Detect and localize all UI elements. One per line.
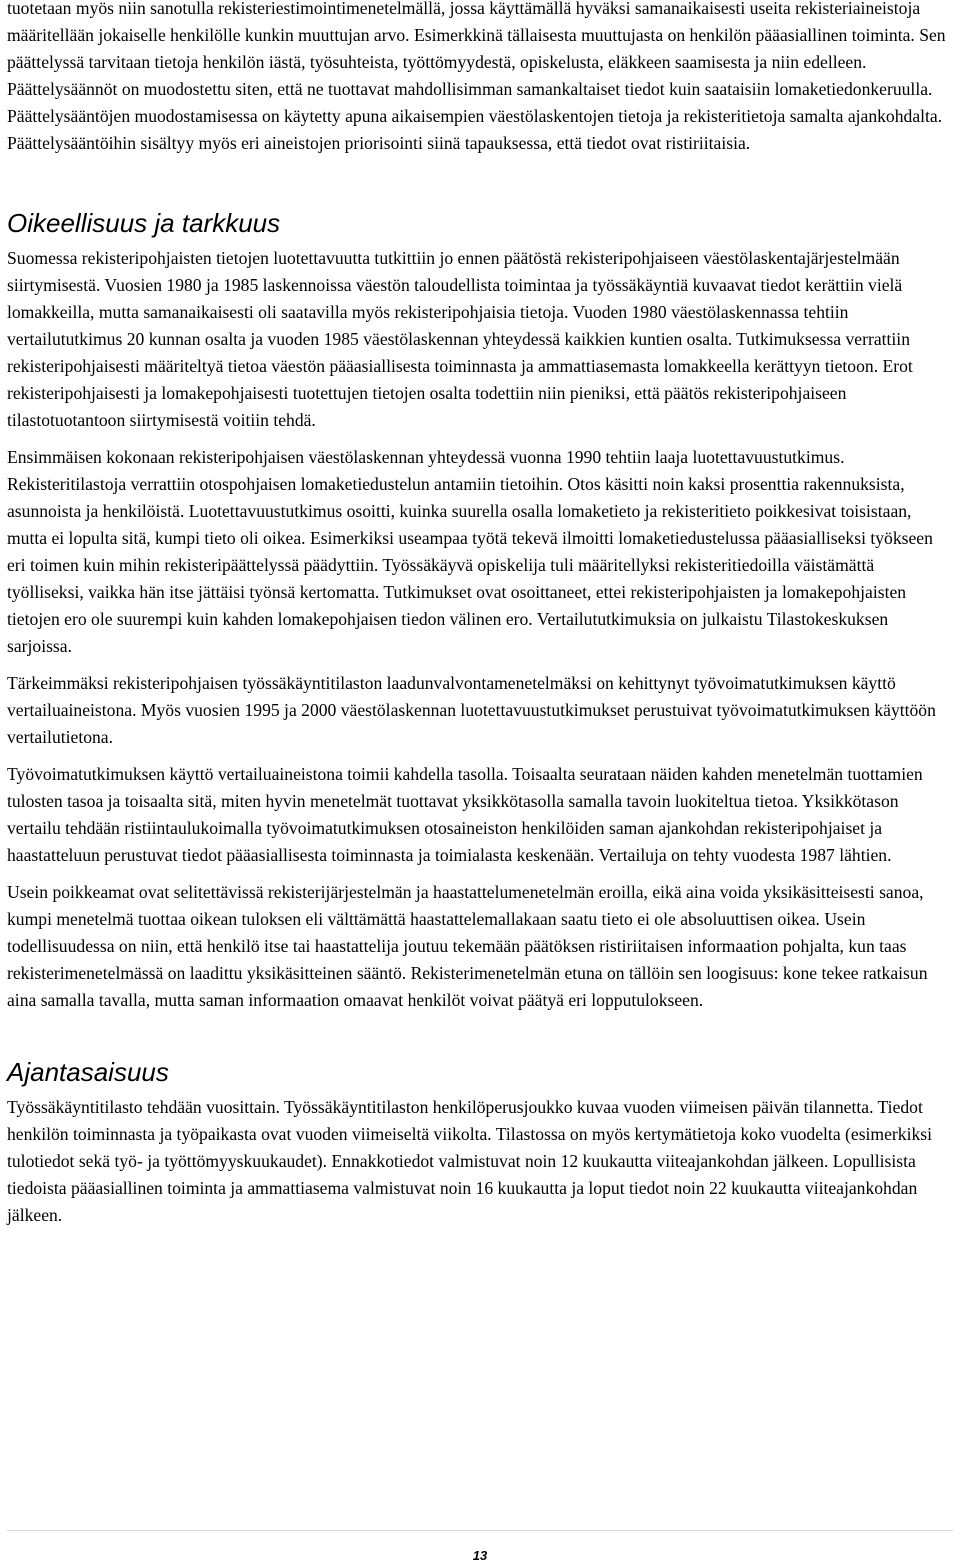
footer-divider <box>7 1530 953 1531</box>
body-paragraph: Usein poikkeamat ovat selitettävissä rekisterijärjestelmän ja haastattelumenetelmän eroilla, eikä aina voida yksikäsitteisesti sanoa, kumpi menetelmä tuottaa oikean tuloksen eli välttämättä haastattelemallakaan saatu tieto ei ole absoluuttisen oikea. Usein todellisuudessa on niin, että henkilö itse tai haastattelija joutuu tekemään päätöksen ristiriitaisen informaation pohjalta, kun taas rekisterimenetelmässä on laadittu yksikäsitteinen sääntö. Rekisterimenetelmän etuna on tällöin sen loogisuus: kone tekee ratkaisun aina samalla tavalla, mutta saman informaation omaavat henkilöt voivat päätyä eri lopputulokseen. <box>7 882 928 1010</box>
section-heading-accuracy: Oikeellisuus ja tarkkuus <box>7 208 281 238</box>
page-number: 13 <box>472 1548 488 1563</box>
body-paragraph: Suomessa rekisteripohjaisten tietojen luotettavuutta tutkittiin jo ennen päätöstä rekisteripohjaiseen väestölaskentajärjestelmään siirtymisestä. Vuosien 1980 ja 1985 laskennoissa väestön taloudellista toimintaa ja työssäkäyntiä kuvaavat tiedot kerättiin vielä lomakkeilla, mutta samanaikaisesti oli saatavilla myös rekisteripohjaisia tietoja. Vuoden 1980 väestölaskennassa tehtiin vertailututkimus 20 kunnan osalta ja vuoden 1985 väestölaskennan yhteydessä kaikkien kuntien osalta. Tutkimuksessa verrattiin rekisteripohjaisesti määriteltyä tietoa väestön pääasiallisesta toiminnasta ja ammattiasemasta lomakkeella kerättyyn tietoon. Erot rekisteripohjaisesti ja lomakepohjaisesti tuotettujen tietojen osalta todettiin niin pieniksi, että päätös rekisteripohjaiseen tilastotuotantoon siirtymisestä voitiin tehdä. <box>7 248 913 430</box>
document-page <box>7 0 953 1229</box>
section-heading-timeliness: Ajantasaisuus <box>7 1057 169 1087</box>
intro-paragraph: tuotetaan myös niin sanotulla rekisteriestimointimenetelmällä, jossa käyttämällä hyväksi samanaikaisesti useita rekisteriaineistoja määritellään jokaiselle henkilölle kunkin muuttujan arvo. Esimerkkinä tällaisesta muuttujasta on henkilön pääasiallinen toiminta. Sen päättelyssä tarvitaan tietoja henkilön iästä, työsuhteista, työttömyydestä, opiskelusta, eläkkeen saamisesta ja niin edelleen. Päättelysäännöt on muodostettu siten, että ne tuottavat mahdollisimman samankaltaiset tiedot kuin saataisiin lomaketiedonkeruulla. Päättelysääntöjen muodostamisessa on käytetty apuna aikaisempien väestölaskentojen tietoja ja rekisteritietoja samalta ajankohdalta. Päättelysääntöihin sisältyy myös eri aineistojen priorisointi siinä tapauksessa, että tiedot ovat ristiriitaisia. <box>7 0 946 153</box>
body-paragraph: Tärkeimmäksi rekisteripohjaisen työssäkäyntitilaston laadunvalvontamenetelmäksi on kehittynyt työvoimatutkimuksen käyttö vertailuaineistona. Myös vuosien 1995 ja 2000 väestölaskennan luotettavuustutkimukset perustuivat työvoimatutkimuksen käyttöön vertailutietona. <box>7 673 936 747</box>
body-paragraph: Työssäkäyntitilasto tehdään vuosittain. Työssäkäyntitilaston henkilöperusjoukko kuvaa vuoden viimeisen päivän tilannetta. Tiedot henkilön toiminnasta ja työpaikasta ovat vuoden viimeiseltä viikolta. Tilastossa on myös kertymätietoja koko vuodelta (esimerkiksi tulotiedot sekä työ- ja työttömyyskuukaudet). Ennakkotiedot valmistuvat noin 12 kuukautta viiteajankohdan jälkeen. Lopullisista tiedoista pääasiallinen toiminta ja ammattiasema valmistuvat noin 16 kuukautta ja loput tiedot noin 22 kuukautta viiteajankohdan jälkeen. <box>7 1097 932 1225</box>
body-paragraph: Ensimmäisen kokonaan rekisteripohjaisen väestölaskennan yhteydessä vuonna 1990 tehtiin laaja luotettavuustutkimus. Rekisteritilastoja verrattiin otospohjaisen lomaketiedustelun antamiin tietoihin. Otos käsitti noin kaksi prosenttia rakennuksista, asunnoista ja henkilöistä. Luotettavuustutkimus osoitti, kuinka suurella osalla lomaketieto ja rekisteritieto poikkesivat toisistaan, mutta ei lopulta sitä, kumpi tieto oli oikea. Esimerkiksi useampaa työtä tekevä ilmoitti lomaketiedustelussa pääasialliseksi työkseen eri toimen kuin mihin rekisteripäättelyssä päädyttiin. Työssäkäyvä opiskelija tuli määritellyksi rekisteritiedoilla väistämättä työlliseksi, vaikka hän itse jättäisi työnsä kertomatta. Tutkimukset ovat osoittaneet, ettei rekisteripohjaisten ja lomakepohjaisten tietojen ero ole suurempi kuin kahden lomakepohjaisen tiedon välinen ero. Vertailututkimuksia on julkaistu Tilastokeskuksen sarjoissa. <box>7 447 933 656</box>
body-paragraph: Työvoimatutkimuksen käyttö vertailuaineistona toimii kahdella tasolla. Toisaalta seurataan näiden kahden menetelmän tuottamien tulosten tasoa ja toisaalta sitä, miten hyvin menetelmät tuottavat yksikkötasolla samalla tavoin luokiteltua tietoa. Yksikkötason vertailu tehdään ristiintaulukoimalla työvoimatutkimuksen otosaineiston henkilöiden saman ajankohdan rekisteripohjaiset ja haastatteluun perustuvat tiedot pääasiallisesta toiminnasta ja toimialasta keskenään. Vertailuja on tehty vuodesta 1987 lähtien. <box>7 764 923 865</box>
